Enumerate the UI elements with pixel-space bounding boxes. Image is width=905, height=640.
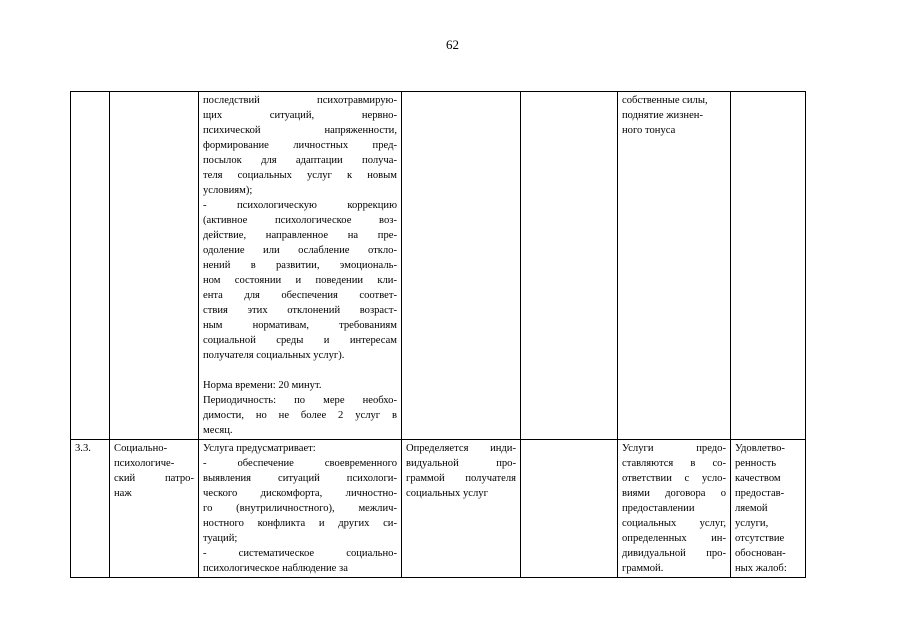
text-line: социальной среды и интересам xyxy=(203,335,397,346)
cell-service-name xyxy=(110,92,199,440)
text-line: видуальной про- xyxy=(406,458,516,469)
cell-cost xyxy=(521,440,618,578)
text-line: граммой получателя xyxy=(406,473,516,484)
text-line: туаций; xyxy=(203,533,238,544)
quality-criteria-text xyxy=(735,441,801,576)
service-content-text xyxy=(203,93,397,363)
text-line: отсутствие xyxy=(735,533,785,544)
text-line: го (внутриличностного), межлич- xyxy=(203,503,397,514)
text-line: формирование личностных пред- xyxy=(203,140,397,151)
text-line: качеством xyxy=(735,473,781,484)
text-line: ответствии с усло- xyxy=(622,473,726,484)
text-line: (активное психологическое воз- xyxy=(203,215,397,226)
text-line: ский патро- xyxy=(114,473,194,484)
text-line: предостав- xyxy=(735,488,785,499)
conditions-text xyxy=(622,441,726,576)
text-line: дивидуальной про- xyxy=(622,548,726,559)
table-row-continued xyxy=(71,92,806,440)
text-line: социальных услуг, xyxy=(622,518,726,529)
text-line: выявления ситуаций психологи- xyxy=(203,473,397,484)
cell-quality xyxy=(731,92,806,440)
text-line: социальных услуг xyxy=(406,488,488,499)
text-line: предоставлении xyxy=(622,503,695,514)
text-line: димости, но не более 2 услуг в xyxy=(203,410,397,421)
text-line: посылок для адаптации получа- xyxy=(203,155,397,166)
text-line: психологическое наблюдение за xyxy=(203,563,348,574)
text-line: Социально- xyxy=(114,443,168,454)
cell-conditions xyxy=(618,440,731,578)
text-line: поднятие жизнен- xyxy=(622,110,703,121)
text-line: обоснован- xyxy=(735,548,786,559)
cell-volume xyxy=(402,92,521,440)
service-content-text xyxy=(203,441,397,576)
text-line: ном состоянии и поведении кли- xyxy=(203,275,397,286)
text-line: ляемой xyxy=(735,503,768,514)
text-line: услуги, xyxy=(735,518,769,529)
cell-conditions xyxy=(618,92,731,440)
text-line: последствий психотравмирую- xyxy=(203,95,397,106)
cell-quality xyxy=(731,440,806,578)
text-line: ческого дискомфорта, личностно- xyxy=(203,488,397,499)
text-line: ного тонуса xyxy=(622,125,676,136)
text-line: собственные силы, xyxy=(622,95,708,106)
text-line: щих ситуаций, нервно- xyxy=(203,110,397,121)
text-line: месяц. xyxy=(203,425,233,436)
cell-service-name xyxy=(110,440,199,578)
text-line: - психологическую коррекцию xyxy=(203,200,397,211)
text-line: психологиче- xyxy=(114,458,175,469)
text-line: Периодичность: по мере необхо- xyxy=(203,395,397,406)
text-line: - систематическое социально- xyxy=(203,548,397,559)
text-line: Удовлетво- xyxy=(735,443,785,454)
text-line: ренность xyxy=(735,458,777,469)
text-line: действие, направленное на пре- xyxy=(203,230,397,241)
text-line: Услуги предо- xyxy=(622,443,726,454)
service-name-text xyxy=(114,441,194,501)
text-line: нений в развитии, эмоциональ- xyxy=(203,260,397,271)
text-line: ставляются в со- xyxy=(622,458,726,469)
text-line: Определяется инди- xyxy=(406,443,516,454)
cell-service-content xyxy=(199,440,402,578)
text-line: получателя социальных услуг). xyxy=(203,350,345,361)
text-line: Услуга предусматривает: xyxy=(203,443,316,454)
text-line: одоление или ослабление откло- xyxy=(203,245,397,256)
text-line: ностного конфликта и других си- xyxy=(203,518,397,529)
text-line: ствия этих отклонений возраст- xyxy=(203,305,397,316)
page-number: 62 xyxy=(446,37,459,52)
text-line: ным нормативам, требованиям xyxy=(203,320,397,331)
periodicity-text xyxy=(203,393,397,438)
text-line: - обеспечение своевременного xyxy=(203,458,397,469)
cell-number: 3.3. xyxy=(71,440,110,578)
text-line: граммой. xyxy=(622,563,664,574)
text-line: определенных ин- xyxy=(622,533,726,544)
text-line: ных жалоб: xyxy=(735,563,787,574)
conditions-text xyxy=(622,93,726,138)
volume-text xyxy=(406,441,516,501)
text-line: виями договора о xyxy=(622,488,726,499)
norm-time: Норма времени: 20 минут. xyxy=(203,380,322,391)
text-line: теля социальных услуг к новым xyxy=(203,170,397,181)
cell-cost xyxy=(521,92,618,440)
text-line: наж xyxy=(114,488,132,499)
text-line: условиям); xyxy=(203,185,253,196)
cell-service-content xyxy=(199,92,402,440)
cell-number xyxy=(71,92,110,440)
services-table xyxy=(70,91,806,578)
table-row-3-3 xyxy=(71,440,806,578)
text-line: психической напряженности, xyxy=(203,125,397,136)
text-line: ента для обеспечения соответ- xyxy=(203,290,397,301)
cell-volume xyxy=(402,440,521,578)
